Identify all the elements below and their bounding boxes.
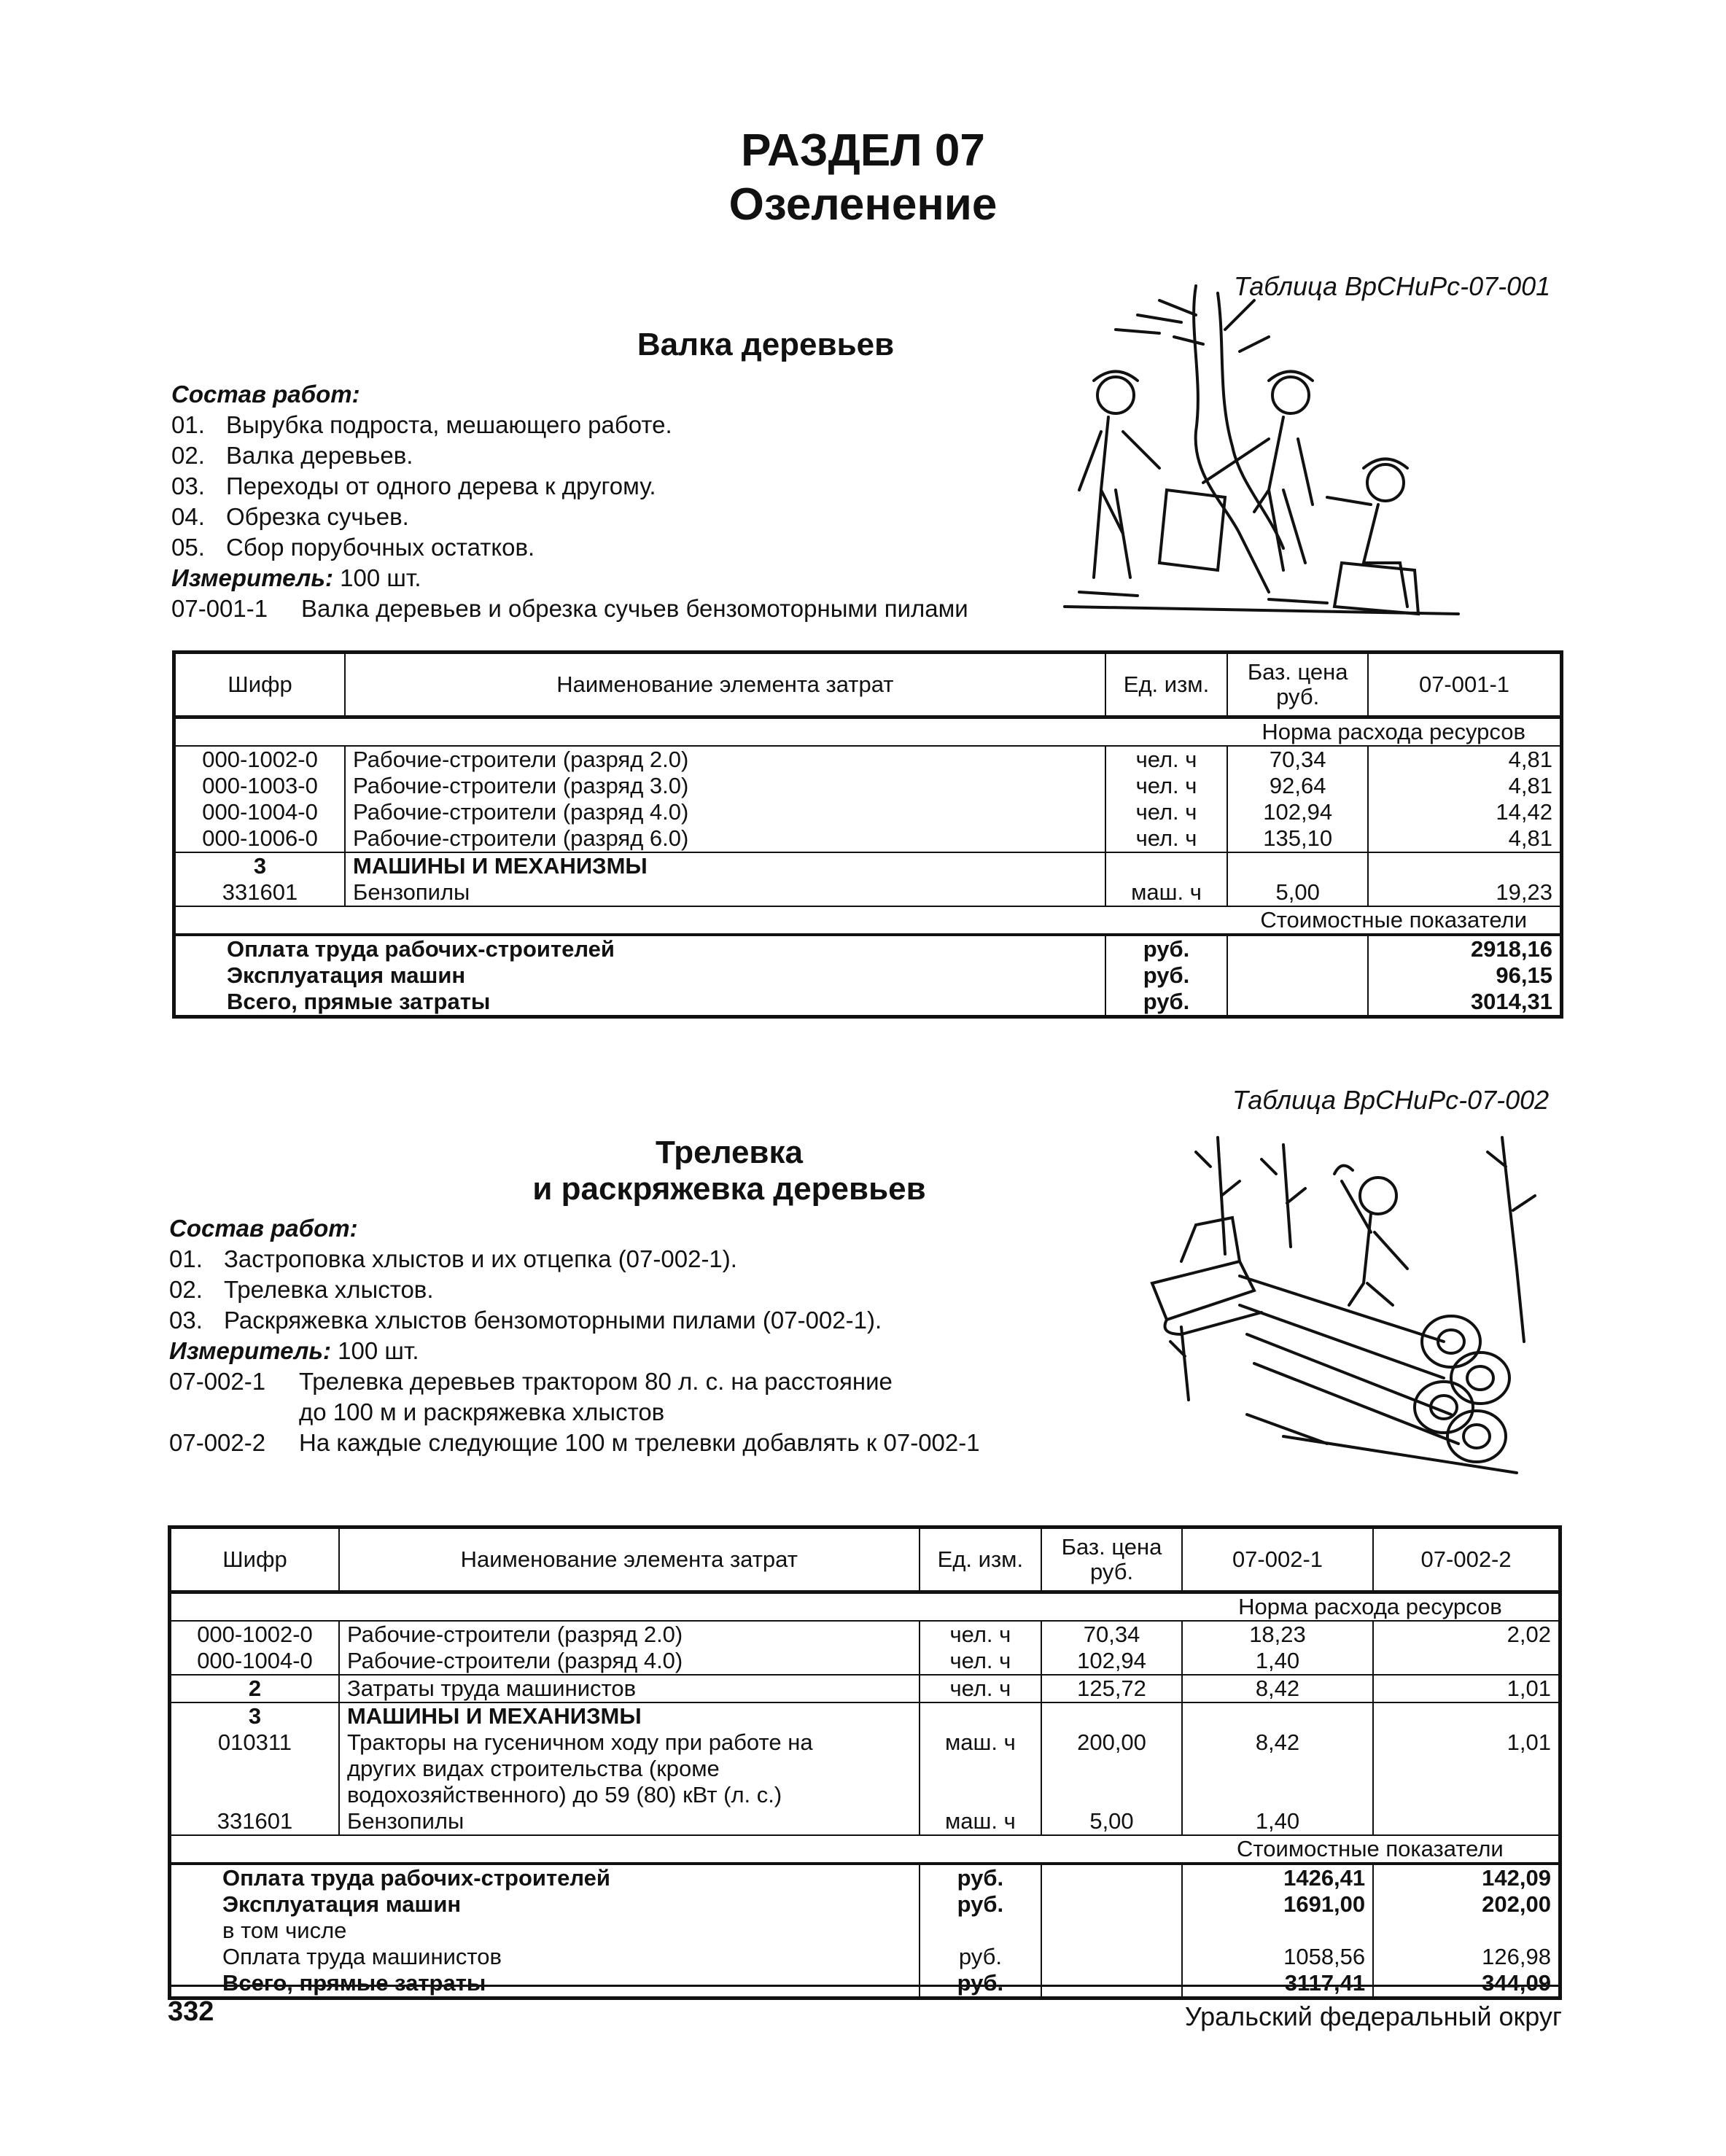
block2-title: [401, 1135, 1057, 1207]
table-row: 331601 Бензопилы маш. ч 5,00 1,40: [170, 1808, 1560, 1835]
skidder-logs-illustration: [1138, 1123, 1546, 1480]
work-item: 01. Застроповка хлыстов и их отцепка (07-002-1).: [169, 1245, 737, 1272]
woodcutters-illustration: [1050, 271, 1466, 628]
header-price: Баз. цена руб.: [1041, 1528, 1182, 1592]
header-name: Наименование элемента затрат: [339, 1528, 920, 1592]
machines-header-row: 3 МАШИНЫ И МЕХАНИЗМЫ: [174, 852, 1562, 879]
work-item: 02. Валка деревьев.: [171, 442, 413, 469]
header-unit: Ед. изм.: [920, 1528, 1042, 1592]
table-row: 000-1002-0 Рабочие-строители (разряд 2.0) чел. ч 70,34 18,23 2,02: [170, 1621, 1560, 1648]
section-name: Озеленение: [728, 179, 998, 230]
table-row: 000-1006-0 Рабочие-строители (разряд 6.0) чел. ч 135,10 4,81: [174, 825, 1562, 852]
header-col1: 07-001-1: [1368, 653, 1561, 717]
block2-works-list: [169, 1244, 980, 1458]
work-item: 02. Трелевка хлыстов.: [169, 1276, 434, 1303]
item-line: до 100 м и раскряжевка хлыстов: [299, 1398, 665, 1425]
norm-label: Норма расхода ресурсов: [1227, 717, 1561, 747]
table-label-07-001: Таблица ВрСНиРс-07-001: [1234, 271, 1551, 301]
cost-table-07-002: [168, 1525, 1562, 2000]
header-code: Шифр: [170, 1528, 339, 1592]
header-col2: 07-002-2: [1373, 1528, 1560, 1592]
table-row: 000-1002-0 Рабочие-строители (разряд 2.0) чел. ч 70,34 4,81: [174, 746, 1562, 773]
total-row: Всего, прямые затраты руб. 3117,41 344,09: [170, 1970, 1560, 1999]
work-item: 01. Вырубка подроста, мешающего работе.: [171, 411, 672, 438]
page-number: 332: [168, 1996, 214, 2027]
total-row: Всего, прямые затраты руб. 3014,31: [174, 989, 1562, 1017]
footer-divider: [168, 1985, 1560, 1987]
work-item: 03. Раскряжевка хлыстов бензомоторными пилами (07-002-1).: [169, 1307, 882, 1334]
block2-works-label: Состав работ:: [169, 1215, 358, 1242]
norm-row: [174, 717, 1562, 747]
item-line: 07-002-1 Трелевка деревьев трактором 80 л. с. на расстояние: [169, 1368, 893, 1395]
item-line: 07-001-1 Валка деревьев и обрезка сучьев бензомоторными пилами: [171, 595, 968, 622]
table-row: 000-1004-0 Рабочие-строители (разряд 4.0) чел. ч 102,94 14,42: [174, 799, 1562, 825]
header-col1: 07-002-1: [1182, 1528, 1373, 1592]
table-row: 010311 Тракторы на гусеничном ходу при работе на других видах строительства (кроме водохозяйственного) до 59 (80) кВт (л. с.) маш. ч 200,00 8,42 1,01: [170, 1729, 1560, 1808]
cost-table-07-001: [172, 650, 1563, 1019]
section-title: [0, 124, 1726, 232]
norm-row: [170, 1592, 1560, 1622]
header-unit: Ед. изм.: [1105, 653, 1228, 717]
work-item: 05. Сбор порубочных остатков.: [171, 534, 535, 561]
total-row: в том числе: [170, 1918, 1560, 1944]
table-row: 331601 Бензопилы маш. ч 5,00 19,23: [174, 879, 1562, 906]
block1-works-label: Состав работ:: [171, 381, 360, 408]
total-row: Эксплуатация машин руб. 96,15: [174, 962, 1562, 989]
table-label-07-002: Таблица ВрСНиРс-07-002: [1232, 1085, 1550, 1115]
meter-line: Измеритель: 100 шт.: [169, 1337, 419, 1364]
table-header: [174, 653, 1562, 717]
header-price: Баз. цена руб.: [1227, 653, 1368, 717]
total-row: Эксплуатация машин руб. 1691,00 202,00: [170, 1891, 1560, 1918]
footer-region: Уральский федеральный округ: [1184, 2001, 1562, 2031]
total-row: Оплата труда машинистов руб. 1058,56 126,98: [170, 1944, 1560, 1970]
cost-label: Стоимостные показатели: [1227, 906, 1561, 935]
section-number: РАЗДЕЛ 07: [741, 125, 985, 176]
cost-label-row: [170, 1835, 1560, 1864]
header-name: Наименование элемента затрат: [345, 653, 1105, 717]
item-line: 07-002-2 На каждые следующие 100 м трелевки добавлять к 07-002-1: [169, 1429, 980, 1456]
block2-title-line2: и раскряжевка деревьев: [532, 1171, 926, 1207]
meter-line: Измеритель: 100 шт.: [171, 564, 421, 591]
block2-title-line1: Трелевка: [656, 1135, 803, 1170]
cost-label: Стоимостные показатели: [1182, 1835, 1560, 1864]
operators-row: 2 Затраты труда машинистов чел. ч 125,72 8,42 1,01: [170, 1675, 1560, 1702]
table-header: [170, 1528, 1560, 1592]
block1-works-list: [171, 410, 968, 624]
total-row: Оплата труда рабочих-строителей руб. 1426,41 142,09: [170, 1864, 1560, 1891]
norm-label: Норма расхода ресурсов: [1182, 1592, 1560, 1622]
block1-title: Валка деревьев: [637, 327, 895, 362]
total-row: Оплата труда рабочих-строителей руб. 2918,16: [174, 935, 1562, 962]
work-item: 04. Обрезка сучьев.: [171, 503, 409, 530]
machines-header-row: 3 МАШИНЫ И МЕХАНИЗМЫ: [170, 1702, 1560, 1729]
work-item: 03. Переходы от одного дерева к другому.: [171, 472, 656, 499]
cost-label-row: [174, 906, 1562, 935]
header-code: Шифр: [174, 653, 346, 717]
table-row: 000-1003-0 Рабочие-строители (разряд 3.0) чел. ч 92,64 4,81: [174, 773, 1562, 799]
table-row: 000-1004-0 Рабочие-строители (разряд 4.0) чел. ч 102,94 1,40: [170, 1648, 1560, 1675]
